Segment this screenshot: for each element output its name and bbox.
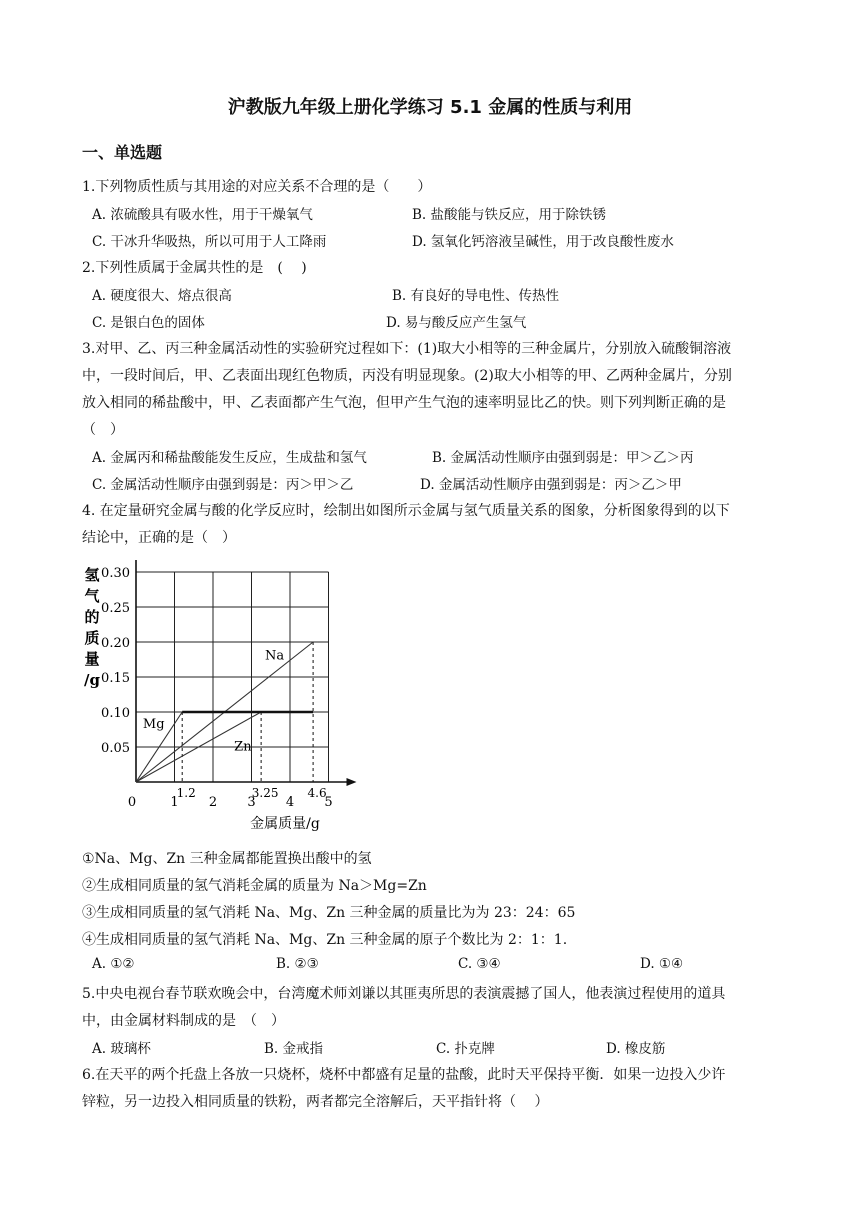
- x-annotation-label: 1.2: [176, 786, 196, 800]
- q2-option-b: B. 有良好的导电性、传热性: [392, 288, 560, 304]
- x-tick-label: 5: [324, 795, 333, 810]
- q5-option-b: B. 金戒指: [264, 1041, 324, 1057]
- q1-option-b: B. 盐酸能与铁反应，用于除铁锈: [412, 207, 607, 223]
- page-title: 沪教版九年级上册化学练习 5.1 金属的性质与利用: [227, 97, 633, 118]
- y-tick-label: 0.25: [101, 601, 130, 616]
- q5-option-a: A. 玻璃杯: [92, 1041, 151, 1057]
- y-tick-label: 0.05: [101, 741, 130, 756]
- q4-option-c: C. ③④: [458, 956, 501, 972]
- hydrogen-mass-chart: [80, 560, 370, 840]
- q3-stem-line1: 3.对甲、乙、丙三种金属活动性的实验研究过程如下：(1)取大小相等的三种金属片，分别放入硫酸铜溶液: [82, 341, 732, 357]
- y-tick-label: 0.30: [101, 566, 130, 581]
- x-tick-label: 0: [127, 795, 137, 810]
- y-axis-label-char: /g: [84, 671, 100, 689]
- x-axis-arrow: [347, 778, 357, 786]
- chart-y-axis-label: [84, 566, 100, 689]
- y-axis-label-char: 气: [84, 587, 100, 605]
- chart-x-axis-label: 金属质量/g: [250, 816, 320, 832]
- q4-option-d: D. ①④: [640, 956, 684, 972]
- y-axis-label-char: 的: [84, 608, 100, 626]
- q3-option-d: D. 金属活动性顺序由强到弱是：丙＞乙＞甲: [420, 477, 682, 493]
- series-label-na: Na: [264, 648, 285, 664]
- q4-statement-2: ②生成相同质量的氢气消耗金属的质量为 Na＞Mg=Zn: [82, 878, 427, 894]
- x-tick-label: 4: [285, 795, 295, 810]
- y-axis-label-char: 氢: [84, 566, 100, 584]
- q4-statement-1: ①Na、Mg、Zn 三种金属都能置换出酸中的氢: [82, 851, 372, 867]
- q2-option-a: A. 硬度很大、熔点很高: [92, 288, 232, 304]
- q3-option-c: C. 金属活动性顺序由强到弱是：丙＞甲＞乙: [92, 477, 354, 493]
- q4-statement-4: ④生成相同质量的氢气消耗 Na、Mg、Zn 三种金属的原子个数比为 2：1：1.: [82, 932, 568, 948]
- series-label-zn: Zn: [234, 739, 252, 755]
- q5-stem-line2: 中，由金属材料制成的是 （ ）: [82, 1013, 285, 1029]
- q4-stem-line1: 4. 在定量研究金属与酸的化学反应时，绘制出如图所示金属与氢气质量关系的图象，分析图象得到的以下: [82, 503, 730, 519]
- q4-statement-3: ③生成相同质量的氢气消耗 Na、Mg、Zn 三种金属的质量比为为 23：24：65: [82, 905, 576, 921]
- x-annotation-label: 4.6: [307, 786, 327, 800]
- q6-stem-line1: 6.在天平的两个托盘上各放一只烧杯，烧杯中都盛有足量的盐酸，此时天平保持平衡．如果一边投入少许: [82, 1067, 726, 1083]
- y-tick-label: 0.20: [101, 636, 130, 651]
- q4-option-a: A. ①②: [92, 956, 135, 972]
- q1-stem: 1.下列物质性质与其用途的对应关系不合理的是（ ）: [82, 179, 432, 195]
- q2-option-c: C. 是银白色的固体: [92, 315, 205, 331]
- q3-stem-line2: 中，一段时间后，甲、乙表面出现红色物质，丙没有明显现象。(2)取大小相等的甲、乙两种金属片，分别: [82, 368, 732, 384]
- q4-stem-line2: 结论中，正确的是（ ）: [82, 530, 236, 546]
- q1-option-d: D. 氢氧化钙溶液呈碱性，用于改良酸性废水: [412, 234, 674, 250]
- y-tick-label: 0.10: [101, 706, 130, 721]
- y-axis-label-char: 质: [84, 629, 100, 647]
- q3-stem-line4: （ ）: [82, 422, 124, 438]
- q5-option-c: C. 扑克牌: [436, 1041, 495, 1057]
- y-axis-label-char: 量: [84, 650, 100, 668]
- q3-stem-line3: 放入相同的稀盐酸中，甲、乙表面都产生气泡，但甲产生气泡的速率明显比乙的快。则下列判断正确的是: [82, 395, 726, 411]
- y-tick-label: 0.15: [101, 671, 130, 686]
- section-heading: 一、单选题: [82, 143, 163, 162]
- q2-stem: 2.下列性质属于金属共性的是 ( ): [82, 260, 307, 276]
- q5-stem-line1: 5.中央电视台春节联欢晚会中，台湾魔术师刘谦以其匪夷所思的表演震撼了国人，他表演过程使用的道具: [82, 986, 726, 1002]
- x-tick-label: 1: [170, 795, 179, 810]
- q1-option-c: C. 干冰升华吸热，所以可用于人工降雨: [92, 234, 327, 250]
- q5-option-d: D. 橡皮筋: [606, 1041, 666, 1057]
- q6-stem-line2: 锌粒，另一边投入相同质量的铁粉，两者都完全溶解后，天平指针将（ ）: [82, 1094, 549, 1110]
- series-label-mg: Mg: [142, 717, 165, 733]
- x-tick-label: 2: [208, 795, 218, 810]
- x-annotation-label: 3.25: [251, 786, 279, 800]
- q2-option-d: D. 易与酸反应产生氢气: [386, 315, 527, 331]
- q1-option-a: A. 浓硫酸具有吸水性，用于干燥氧气: [92, 207, 313, 223]
- chart-grid: [136, 572, 329, 782]
- q4-option-b: B. ②③: [276, 956, 319, 972]
- q3-option-a: A. 金属丙和稀盐酸能发生反应，生成盐和氢气: [92, 450, 367, 466]
- x-tick-label: 3: [247, 795, 256, 810]
- q3-option-b: B. 金属活动性顺序由强到弱是：甲＞乙＞丙: [432, 450, 694, 466]
